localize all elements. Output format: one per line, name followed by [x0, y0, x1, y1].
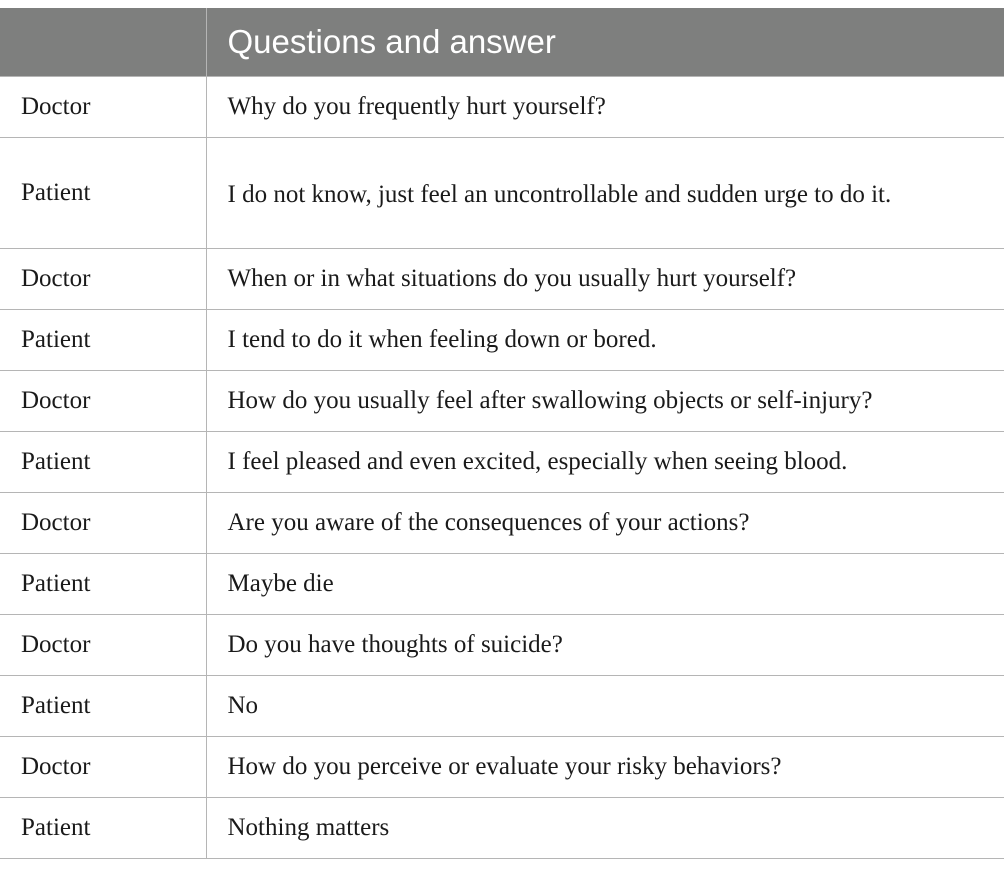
table-row — [0, 615, 1004, 676]
dialogue-cell: How do you perceive or evaluate your risky behaviors? — [206, 737, 1004, 798]
dialogue-cell: I tend to do it when feeling down or bored. — [206, 310, 1004, 371]
table-row — [0, 554, 1004, 615]
dialogue-cell: When or in what situations do you usually hurt yourself? — [206, 249, 1004, 310]
speaker-cell: Doctor — [0, 737, 206, 798]
dialogue-cell: Nothing matters — [206, 798, 1004, 859]
dialogue-cell: Do you have thoughts of suicide? — [206, 615, 1004, 676]
table-header — [0, 8, 1004, 77]
dialogue-cell: I feel pleased and even excited, especially when seeing blood. — [206, 432, 1004, 493]
speaker-cell: Doctor — [0, 371, 206, 432]
speaker-cell: Patient — [0, 554, 206, 615]
speaker-cell: Patient — [0, 138, 206, 249]
header-row — [0, 8, 1004, 77]
table-row — [0, 737, 1004, 798]
dialogue-cell: Maybe die — [206, 554, 1004, 615]
qa-table-container — [0, 8, 1004, 859]
table-row — [0, 493, 1004, 554]
dialogue-cell: Why do you frequently hurt yourself? — [206, 77, 1004, 138]
qa-table — [0, 8, 1004, 859]
table-row — [0, 310, 1004, 371]
header-questions-answer: Questions and answer — [206, 8, 1004, 77]
speaker-cell: Doctor — [0, 493, 206, 554]
speaker-cell: Doctor — [0, 77, 206, 138]
speaker-cell: Doctor — [0, 249, 206, 310]
speaker-cell: Patient — [0, 432, 206, 493]
table-row — [0, 798, 1004, 859]
dialogue-cell: I do not know, just feel an uncontrollable and sudden urge to do it. — [206, 138, 1004, 249]
table-row — [0, 77, 1004, 138]
table-row — [0, 249, 1004, 310]
dialogue-cell: How do you usually feel after swallowing objects or self-injury? — [206, 371, 1004, 432]
dialogue-cell: Are you aware of the consequences of your actions? — [206, 493, 1004, 554]
speaker-cell: Patient — [0, 798, 206, 859]
speaker-cell: Doctor — [0, 615, 206, 676]
table-row — [0, 371, 1004, 432]
table-row — [0, 432, 1004, 493]
header-speaker-cell — [0, 8, 206, 77]
dialogue-cell: No — [206, 676, 1004, 737]
table-row — [0, 676, 1004, 737]
table-body — [0, 77, 1004, 859]
speaker-cell: Patient — [0, 310, 206, 371]
table-row — [0, 138, 1004, 249]
speaker-cell: Patient — [0, 676, 206, 737]
